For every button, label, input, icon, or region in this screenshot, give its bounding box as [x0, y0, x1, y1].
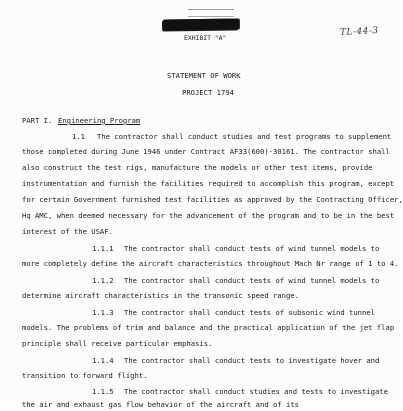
paragraph-number: 1.1.5: [92, 387, 114, 396]
paragraph-line: Hq AMC, when deemed necessary for the advancement of the program and to be in the best: [22, 211, 395, 220]
paragraph-line: instrumentation and furnish the facilities required to accomplish this program, except: [22, 179, 395, 188]
paragraph-line: interest of the USAF.: [22, 227, 113, 236]
paragraph-number: 1.1: [72, 132, 85, 141]
project-number: PROJECT 1794: [182, 88, 234, 97]
paragraph-line: the air and exhaust gas flow behavior of the aircraft and of its: [22, 400, 299, 409]
paragraph-line: for certain Government furnished test facilities as approved by the Contracting Officer,: [22, 195, 403, 204]
paragraph-number: 1.1.3: [92, 308, 114, 317]
part-label: PART I.: [22, 116, 53, 125]
paragraph-line: also construct the test rigs, manufacture the models or other test items, provide: [22, 163, 373, 172]
paragraph-line: transition to forward flight.: [22, 371, 148, 380]
paragraph-number: 1.1.2: [92, 276, 114, 285]
redacted-classification-marking: [163, 18, 239, 30]
exhibit-label: EXHIBIT "A": [184, 34, 227, 42]
paragraph-line: more completely define the aircraft characteristics throughout Mach Nr range of 1 to 4.: [22, 259, 399, 268]
paragraph-line: principle shall receive particular emphasis.: [22, 339, 213, 348]
paragraph-line: The contractor shall conduct studies and tests to investigate: [124, 387, 388, 396]
classification-stamp-lines: [188, 9, 234, 17]
paragraph-line: The contractor shall conduct tests to investigate hover and: [124, 356, 380, 365]
paragraph-line: those completed during June 1946 under Contract AF33(600)-30161. The contractor shall: [22, 147, 390, 156]
paragraph-line: The contractor shall conduct tests of wind tunnel models to: [124, 276, 380, 285]
paragraph-line: The contractor shall conduct tests of subsonic wind tunnel: [124, 308, 375, 317]
paragraph-line: The contractor shall conduct tests of wind tunnel models to: [124, 244, 380, 253]
paragraph-line: The contractor shall conduct studies and test programs to supplement: [97, 132, 392, 141]
paragraph-number: 1.1.1: [92, 244, 114, 253]
paragraph-number: 1.1.4: [92, 356, 114, 365]
handwritten-reference: TL-44-3: [339, 25, 379, 39]
paragraph-line: models. The problems of trim and balance and the practical application of the jet flap: [22, 323, 395, 332]
part-title: Engineering Program: [58, 116, 141, 125]
document-title: STATEMENT OF WORK: [167, 71, 241, 80]
paragraph-line: determine aircraft characteristics in the transonic speed range.: [22, 291, 299, 300]
